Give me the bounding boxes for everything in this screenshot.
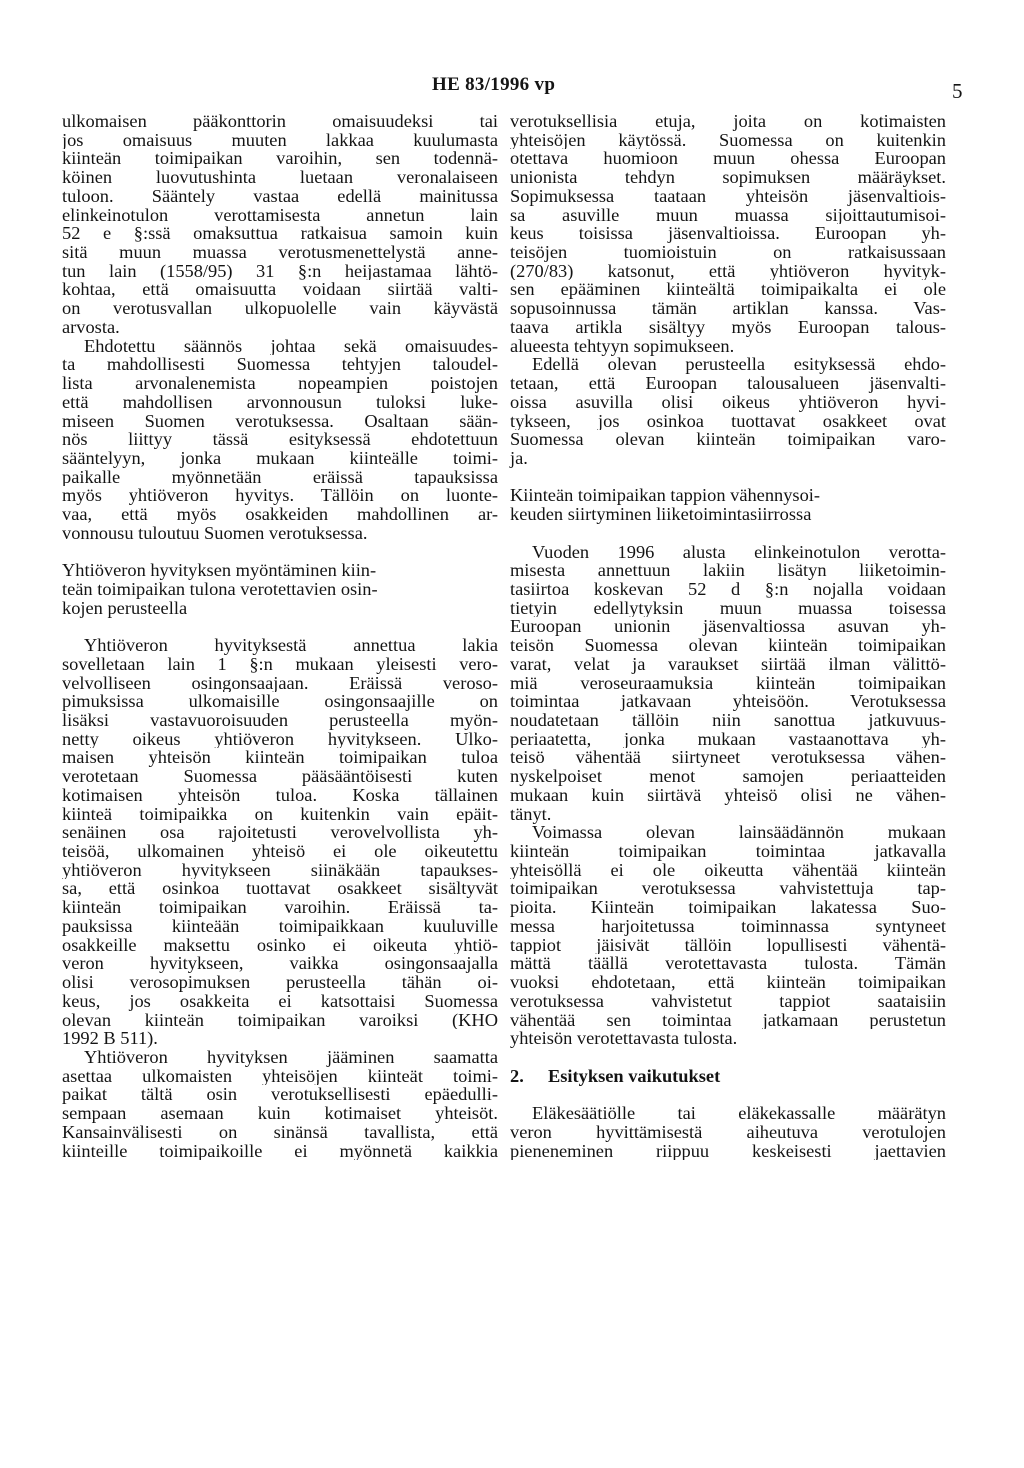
section-title: Esityksen vaikutukset [548, 1065, 721, 1086]
text-line: oissa asuvilla olisi oikeus yhtiöveron hyvi- [510, 392, 946, 412]
text-line: (270/83) katsonut, että yhtiöveron hyvityk- [510, 261, 946, 281]
text-line: nyskelpoiset menot samojen periaatteiden [510, 767, 946, 786]
section-heading [510, 1067, 946, 1086]
text-line: olevan kiinteän toimipaikan varoiksi (KHO [62, 1010, 498, 1030]
running-header [0, 74, 1024, 104]
text-line: tuloon. Sääntely vastaa edellä mainitussa [62, 186, 498, 206]
text-line: teisön Suomessa olevan kiinteän toimipaikan [510, 636, 946, 655]
paragraph [62, 337, 498, 543]
block-spacer [62, 543, 498, 562]
text-line: 52 e §:ssä omaksuttua ratkaisua samoin kuin [62, 224, 498, 244]
text-line: ja. [510, 447, 528, 468]
text-line: noudatetaan tällöin niin sanottua jatkuvuus- [510, 711, 946, 730]
text-line: elinkeinotulon verottamisesta annetun lain [62, 205, 498, 225]
text-line: kiinteän toimipaikan varoihin, sen todennä- [62, 149, 498, 169]
text-line: lista arvonalenemista nopeampien poistojen [62, 374, 498, 393]
text-line: lisäksi vastavuoroisuuden perusteella myön- [62, 711, 498, 730]
text-line: vähentää sen toimintaa jatkamaan perustetun [510, 1010, 946, 1030]
text-line: vonnousu tuloutuu Suomen verotuksessa. [62, 522, 368, 543]
paragraph [510, 1104, 946, 1160]
document-reference: HE 83/1996 vp [432, 74, 556, 95]
page-number: 5 [952, 79, 963, 103]
text-line: sempaan asemaan kuin kotimaiset yhteisöt. [62, 1104, 498, 1123]
text-line: teisöjen tuomioistuin on ratkaisussaan [510, 243, 946, 262]
text-line: velvolliseen osingonsaajaan. Eräissä veroso- [62, 673, 498, 693]
text-line: Kiinteän toimipaikan tappion vähennysoi- [510, 485, 821, 506]
text-line: ulkomaisen pääkonttorin omaisuudeksi tai [62, 112, 498, 131]
text-line: tetaan, että Euroopan talousalueen jäsenvalti- [510, 374, 946, 393]
text-line: netty oikeus yhtiöveron hyvitykseen. Ulko- [62, 729, 498, 749]
paragraph [62, 112, 498, 337]
text-line: teisöä, ulkomainen yhteisö ei ole oikeutettu [62, 842, 498, 861]
text-line: sa asuville muun muassa sijoittautumisoi- [510, 205, 946, 225]
text-line: miä veroseuraamuksia kiinteän toimipaikan [510, 673, 946, 693]
text-line: teän toimipaikan tulona verotettavien osin- [62, 578, 378, 599]
text-line: varat, velat ja varaukset siirtää ilman välittö- [510, 654, 946, 674]
text-line: Euroopan unionin jäsenvaltiossa asuvan yh- [510, 617, 946, 637]
paragraph [510, 112, 946, 355]
block-spacer [62, 617, 498, 636]
text-line: miseen Suomen verotuksessa. Osaltaan sään- [62, 411, 498, 431]
text-line: Yhtiöveron hyvityksestä annettua lakia [84, 636, 498, 655]
text-line: toimintaa jatkavaan yhteisöön. Verotuksessa [510, 692, 946, 711]
text-line: paikalle myönnetään eräissä tapauksissa [62, 467, 498, 487]
text-line: Sopimuksessa taataan yhteisön jäsenvaltiois- [510, 186, 946, 206]
subsection-heading [62, 561, 498, 617]
text-line: Kansainvälisesti on sinänsä tavallista, että [62, 1122, 498, 1142]
text-line: ta mahdollisesti Suomessa tehtyjen taloudel- [62, 355, 498, 375]
text-line: Eläkesäätiölle tai eläkekassalle määrätyn [532, 1104, 946, 1123]
text-line: köinen luovutushinta luetaan veronalaiseen [62, 168, 498, 187]
text-line: olisi verosopimuksen perusteella tähän oi- [62, 973, 498, 992]
paragraph [510, 823, 946, 1048]
text-line: keuden siirtyminen liiketoimintasiirrossa [510, 504, 812, 525]
text-line: jos omaisuus muuten lakkaa kuulumasta [62, 130, 498, 150]
text-line: myös yhtiöveron hyvitys. Tällöin on luonte- [62, 486, 498, 506]
text-line: kiinteän toimipaikan toimintaa jatkavalla [510, 842, 946, 861]
text-line: unionista tehdyn sopimuksen määräykset. [510, 168, 946, 187]
block-spacer [510, 1048, 946, 1067]
text-line: Yhtiöveron hyvityksen myöntäminen kiin- [62, 560, 377, 581]
text-line: mukaan kuin siirtävä yhteisö olisi ne vähen- [510, 785, 946, 805]
text-line: yhteisön verotettavasta tulosta. [510, 1028, 738, 1049]
text-line: sen epääminen kiinteältä toimipaikalta ei ole [510, 280, 946, 300]
text-line: Edellä olevan perusteella esityksessä ehdo- [532, 355, 946, 375]
text-line: pimuksissa ulkomaisille osingonsaajille on [62, 692, 498, 711]
text-line: tykseen, jos osinkoa tuottavat osakkeet ovat [510, 411, 946, 431]
text-line: verotuksellisia etuja, joita on kotimaisten [510, 112, 946, 131]
text-line: otettava huomioon muun ohessa Euroopan [510, 149, 946, 169]
text-line: vaa, että myös osakkeiden mahdollinen ar- [62, 505, 498, 524]
text-line: yhteisöllä ei ole oikeutta vähentää kiinteän [510, 860, 946, 880]
text-line: veron hyvitykseen, vaikka osingonsaajalla [62, 954, 498, 974]
text-line: alueesta tehtyyn sopimukseen. [510, 335, 735, 356]
text-line: kiinteän toimipaikan varoihin. Eräissä ta- [62, 898, 498, 917]
text-line: toimipaikan verotuksessa vahvistettuja tap- [510, 879, 946, 899]
text-line: taava artikla sisältyy myös Euroopan talous- [510, 317, 946, 337]
text-line: Suomessa olevan kiinteän toimipaikan varo- [510, 430, 946, 449]
text-line: tappiot jäisivät tällöin lopullisesti vähentä- [510, 935, 946, 955]
text-line: teisö vähentää siirtyneet verotuksessa vähen- [510, 748, 946, 768]
text-line: kohtaa, että omaisuutta voidaan siirtää valti- [62, 280, 498, 300]
text-line: keus toisissa jäsenvaltioissa. Euroopan yh- [510, 224, 946, 244]
text-line: kotimaisen yhteisön tuloa. Koska tällainen [62, 785, 498, 805]
text-line: yhtiöveron hyvitykseen siinäkään tapaukses- [62, 860, 498, 880]
subsection-heading [510, 486, 946, 523]
text-line: tun lain (1558/95) 31 §:n heijastamaa lähtö- [62, 261, 498, 281]
text-line: sovelletaan lain 1 §:n mukaan yleisesti vero- [62, 654, 498, 674]
text-line: vuoksi ehdotetaan, että kiinteän toimipaikan [510, 973, 946, 992]
text-line: pioita. Kiinteän toimipaikan lakatessa Suo- [510, 898, 946, 917]
text-line: Ehdotettu säännös johtaa sekä omaisuudes- [84, 336, 498, 356]
paragraph [62, 1048, 498, 1160]
paragraph [62, 636, 498, 1048]
right-text-column [510, 112, 946, 1160]
text-line: sopusoinnussa tämän artiklan kanssa. Vas- [510, 299, 946, 318]
text-line: asettaa ulkomaisten yhteisöjen kiinteät toimi- [62, 1066, 498, 1086]
block-spacer [510, 524, 946, 543]
text-line: kojen perusteella [62, 597, 188, 618]
text-line: sa, että osinkoa tuottavat osakkeet sisältyvät [62, 879, 498, 899]
text-line: verotetaan Suomessa pääsääntöisesti kuten [62, 767, 498, 786]
text-line: maisen yhteisön kiinteän toimipaikan tuloa [62, 748, 498, 768]
text-line: tasiirtoa koskevan 52 d §:n nojalla voidaan [510, 579, 946, 599]
text-line: osakkeille maksettu osinko ei oikeuta yhtiö- [62, 935, 498, 955]
text-line: periaatetta, jonka mukaan vastaanottava yh- [510, 729, 946, 749]
section-number: 2. [510, 1065, 524, 1086]
text-line: senäinen osa rajoitetusti verovelvollista yh- [62, 823, 498, 843]
text-line: tietyin edellytyksin muun muassa toisessa [510, 598, 946, 618]
text-line: misesta annettuun lakiin lisätyn liiketoimin- [510, 561, 946, 580]
text-line: sääntelyyn, jonka mukaan kiinteälle toimi- [62, 448, 498, 468]
paragraph [510, 355, 946, 467]
text-line: kiinteille toimipaikoille ei myönnetä kaikkia [62, 1141, 498, 1161]
text-line: arvosta. [62, 316, 120, 337]
text-line: 1992 B 511). [62, 1028, 158, 1049]
text-line: verotuksessa vahvistetut tappiot saataisiin [510, 991, 946, 1011]
text-line: nös liittyy tässä esityksessä ehdotettuun [62, 430, 498, 449]
paragraph [510, 543, 946, 824]
text-line: keus, jos osakkeita ei katsottaisi Suomessa [62, 991, 498, 1011]
text-line: paikat tältä osin verotuksellisesti epäedulli- [62, 1085, 498, 1105]
text-line: on verotusvallan ulkopuolelle vain käyvästä [62, 299, 498, 318]
text-line: sitä muun muassa verotusmenettelystä anne- [62, 243, 498, 262]
left-text-column [62, 112, 498, 1160]
text-line: pieneneminen riippuu keskeisesti jaettavien [510, 1141, 946, 1161]
text-line: Voimassa olevan lainsäädännön mukaan [532, 823, 946, 843]
block-spacer [510, 468, 946, 487]
text-line: messa harjoitetussa toiminnassa syntyneet [510, 916, 946, 936]
text-line: kiinteä toimipaikka on kuitenkin vain epäit- [62, 804, 498, 824]
text-line: veron hyvittämisestä aiheutuva verotulojen [510, 1122, 946, 1142]
text-line: pauksissa kiinteään toimipaikkaan kuuluville [62, 916, 498, 936]
block-spacer [510, 1085, 946, 1104]
text-line: Yhtiöveron hyvityksen jääminen saamatta [84, 1047, 498, 1067]
text-line: että mahdollisen arvonnousun tuloksi luke- [62, 392, 498, 412]
text-line: tänyt. [510, 803, 552, 824]
text-line: yhteisöjen käytössä. Suomessa on kuitenkin [510, 130, 946, 150]
text-line: Vuoden 1996 alusta elinkeinotulon verotta- [532, 542, 946, 562]
text-line: mättä täällä verotettavasta tulosta. Tämän [510, 954, 946, 974]
